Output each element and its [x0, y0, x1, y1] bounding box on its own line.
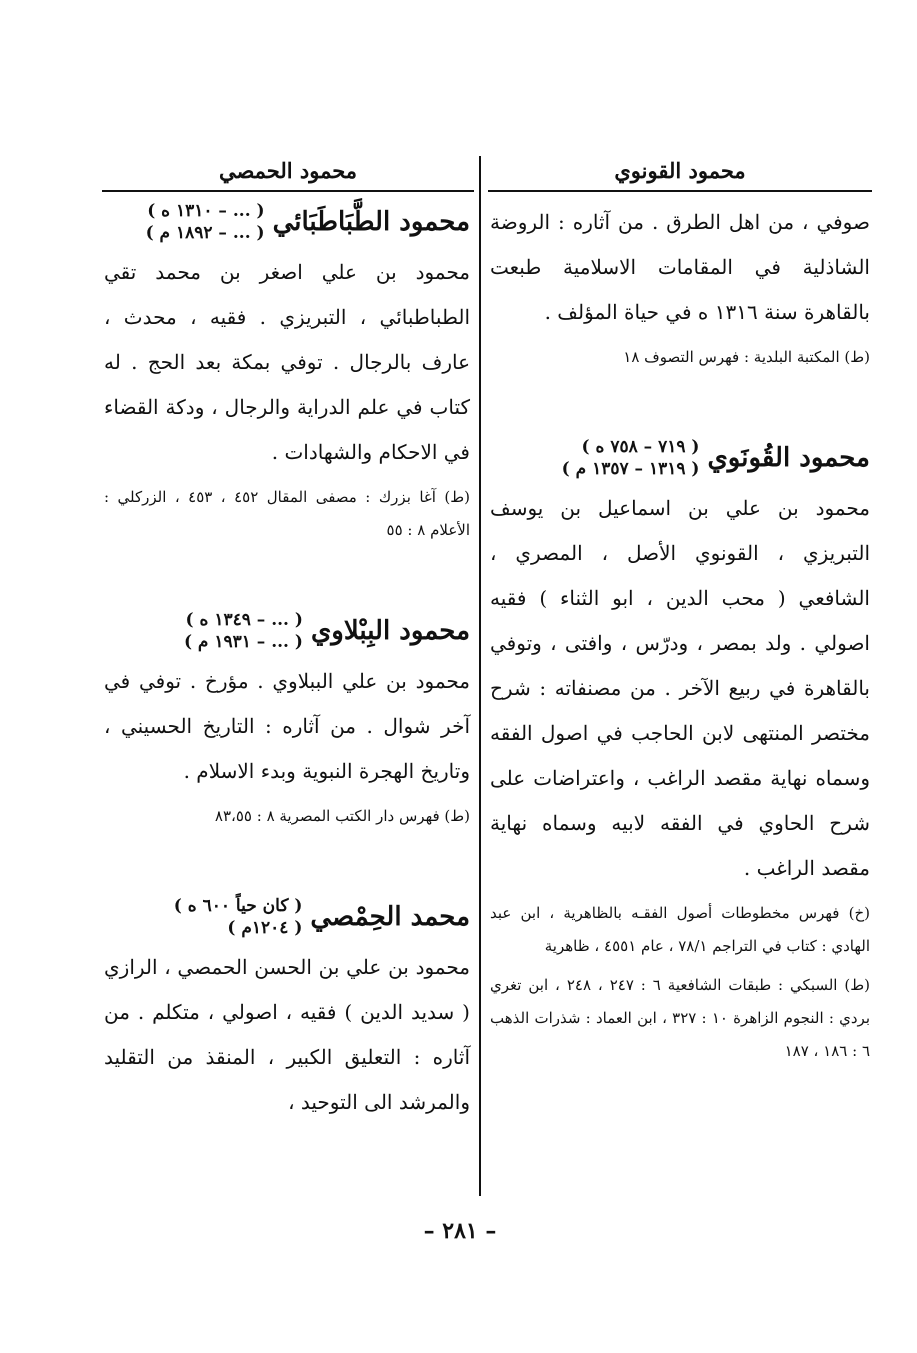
entry-source-manuscripts: (خ) فهرس مخطوطات أصول الفقـه بالظاهرية ، ابن عبد الهادي : كتاب في التراجم ٧٨/١ ، عام ٤٥٥١ ، ظاهرية	[490, 904, 870, 955]
entry-text: محمود بن علي بن الحسن الحمصي ، الرازي ( سديد الدين ) فقيه ، اصولي ، متكلم . من آثاره : التعليق الكبير ، المنقذ من التقليد والمرشد الى التوحيد ،	[104, 955, 470, 1114]
entry-tabatabai	[104, 200, 470, 547]
entry-name: محمد الحِمْصي	[310, 902, 470, 932]
dates-hijri: ( كان حياً ٦٠٠ ه )	[173, 896, 303, 916]
entry-dates	[146, 200, 265, 244]
entry-biblawi	[104, 609, 470, 833]
dates-gregorian: ( ١٣١٩ – ١٣٥٧ م )	[561, 459, 700, 479]
entry-heading	[104, 200, 470, 244]
right-header-rule	[488, 190, 872, 192]
entry-dates	[184, 609, 303, 653]
dates-gregorian: ( ... – ١٨٩٢ م )	[145, 223, 265, 243]
entry-spacer	[490, 374, 870, 436]
entry-text: محمود بن علي بن اسماعيل بن يوسف التبريزي ، القونوي الأصل ، المصري ، الشافعي ( محب الدين ، ابو الثناء ) فقيه اصولي . ولد بمصر ، ودرّس ، وافتى ، وتوفي بالقاهرة في ربيع الآخر . من مصنفاته : شرح مختصر المنتهى لابن الحاجب في اصول الفقه وسماه نهاية مقصد الراغب ، واعتراضات على شرح الحاوي في الفقه لابيه وسماه نهاية مقصد الراغب .	[490, 496, 870, 880]
entry-heading	[104, 895, 470, 939]
entry-dates	[562, 436, 700, 480]
entry-heading	[490, 436, 870, 480]
right-column	[490, 200, 870, 1068]
entry-name: محمود البِبْلاوي	[310, 616, 470, 646]
dates-gregorian: ( ... – ١٩٣١ م )	[183, 632, 303, 652]
dates-hijri: ( ... – ١٣٤٩ ه )	[185, 610, 303, 630]
entry-text: صوفي ، من اهل الطرق . من آثاره : الروضة الشاذلية في المقامات الاسلامية طبعت بالقاهرة سنة ١٣١٦ ه في حياة المؤلف .	[490, 210, 870, 324]
entry-source: (ط) آغا بزرك : مصفى المقال ٤٥٢ ، ٤٥٣ ، الزركلي : الأعلام ٨ : ٥٥	[104, 488, 470, 539]
left-header-rule	[102, 190, 474, 192]
left-column	[104, 200, 470, 1125]
entry-source-printed: (ط) السبكي : طبقات الشافعية ٦ : ٢٤٧ ، ٢٤٨ ، ابن تغري بردي : النجوم الزاهرة ١٠ : ٣٢٧ ، ابن العماد : شذرات الذهب ٦ : ١٨٦ ، ١٨٧	[490, 976, 870, 1060]
entry-spacer	[104, 547, 470, 609]
continuation-entry	[490, 200, 870, 374]
entry-spacer	[104, 833, 470, 895]
entry-dates	[174, 895, 303, 939]
entry-name: محمود القُونَوي	[707, 443, 870, 473]
page-number: – ٢٨١ –	[423, 1218, 497, 1244]
column-divider	[479, 156, 481, 1196]
entry-source: (ط) فهرس دار الكتب المصرية ٨ : ٨٣،٥٥	[214, 807, 470, 825]
entry-heading	[104, 609, 470, 653]
right-column-header: محمود القونوي	[614, 158, 746, 183]
entry-text: محمود بن علي الببلاوي . مؤرخ . توفي في آخر شوال . من آثاره : التاريخ الحسيني ، وتاريخ الهجرة النبوية وبدء الاسلام .	[104, 669, 470, 783]
left-column-header: محمود الحمصي	[218, 158, 358, 183]
entry-source: (ط) المكتبة البلدية : فهرس التصوف ١٨	[623, 348, 870, 366]
entry-name: محمود الطَّبَاطَبَائي	[272, 207, 470, 237]
entry-qunawi	[490, 436, 870, 1068]
entry-himsi	[104, 895, 470, 1125]
dates-hijri: ( ٧١٩ – ٧٥٨ ه )	[581, 437, 700, 457]
dates-hijri: ( ... – ١٣١٠ ه )	[147, 201, 265, 221]
dates-gregorian: ( ١٢٠٤م )	[227, 918, 303, 938]
entry-text: محمود بن علي اصغر بن محمد تقي الطباطبائي ، التبريزي . فقيه ، محدث ، عارف بالرجال . توفي بمكة بعد الحج . له كتاب في علم الدراية والرجال ، ودكة القضاء في الاحكام والشهادات .	[104, 260, 470, 464]
